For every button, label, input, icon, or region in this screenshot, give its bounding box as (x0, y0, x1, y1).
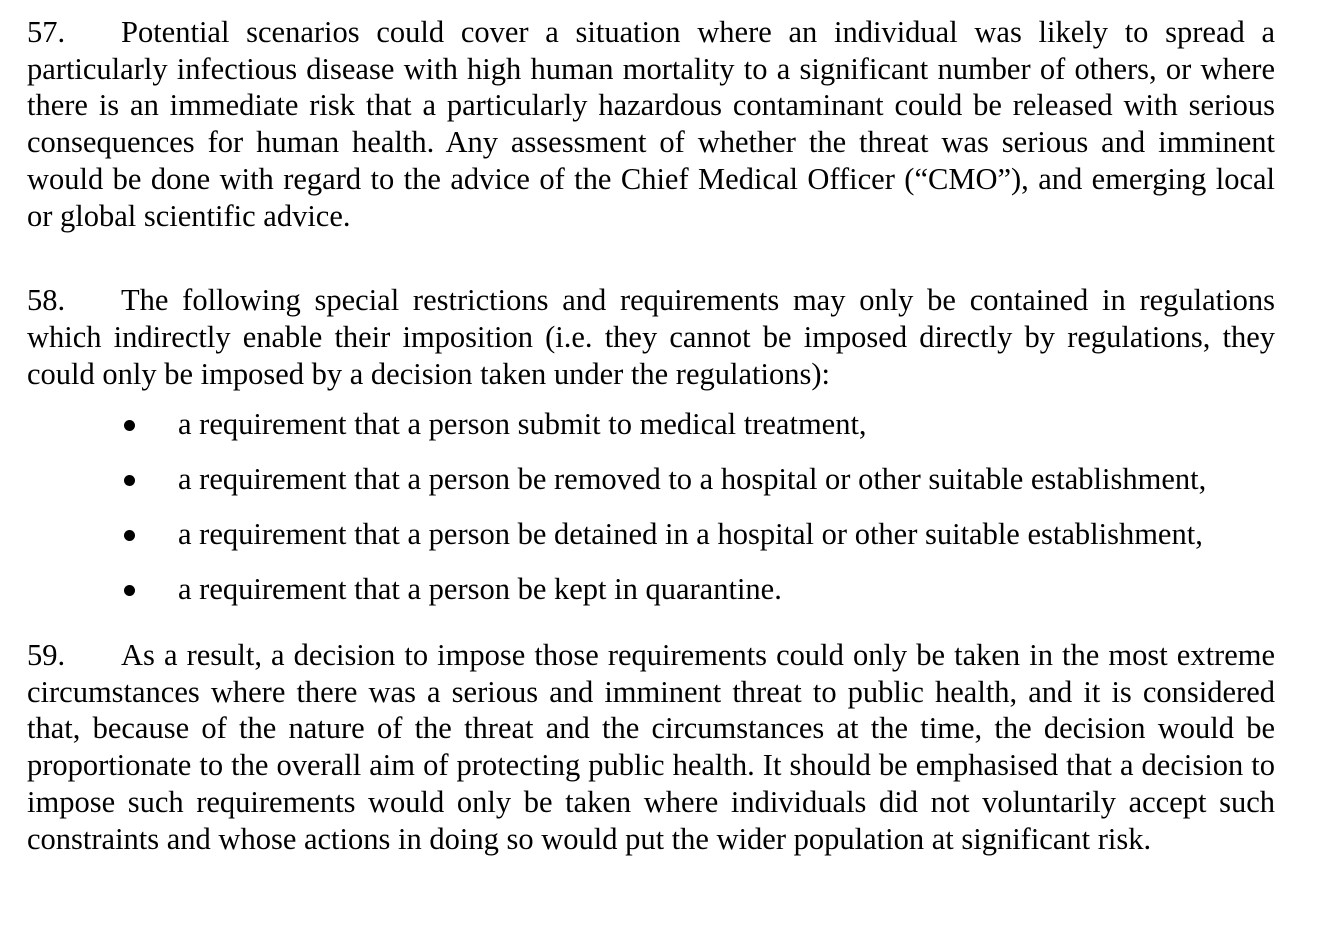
paragraph-59 (27, 637, 1275, 857)
bullet-icon (124, 475, 135, 486)
list-item (27, 406, 1275, 443)
list-item-text: a requirement that a person be kept in quarantine. (178, 572, 782, 607)
document-page (27, 14, 1275, 857)
bullet-icon (124, 530, 135, 541)
list-item (27, 516, 1275, 553)
list-item-text: a requirement that a person be removed to a hospital or other suitable establishment, (178, 462, 1207, 497)
paragraph-number: 58. (27, 283, 66, 318)
bullet-icon (124, 585, 135, 596)
paragraph-57 (27, 14, 1275, 234)
list-item (27, 571, 1275, 608)
paragraph-58 (27, 282, 1275, 392)
paragraph-text: Potential scenarios could cover a situation where an individual was likely to spread a particularly infectious disease with high human mortality to a significant number of others, or where there is an immediate risk that a particularly hazardous contaminant could be released with serious consequences for human health. Any assessment of whether the threat was serious and imminent would be done with regard to the advice of the Chief Medical Officer (“CMO”), and emerging local or global scientific advice. (27, 15, 1275, 233)
paragraph-text: The following special restrictions and requirements may only be contained in regulations which indirectly enable their imposition (i.e. they cannot be imposed directly by regulations, they could only be imposed by a decision taken under the regulations): (27, 283, 1275, 391)
paragraph-number: 59. (27, 638, 66, 673)
list-item-text: a requirement that a person submit to medical treatment, (178, 407, 867, 442)
bullet-list (27, 406, 1275, 608)
list-item-text: a requirement that a person be detained in a hospital or other suitable establishment, (178, 517, 1203, 552)
bullet-icon (124, 420, 135, 431)
paragraph-number: 57. (27, 15, 66, 49)
paragraph-text: As a result, a decision to impose those requirements could only be taken in the most extreme circumstances where there was a serious and imminent threat to public health, and it is considered that, because of the nature of the threat and the circumstances at the time, the decision would be proportionate to the overall aim of protecting public health. It should be emphasised that a decision to impose such requirements would only be taken where individuals did not voluntarily accept such constraints and whose actions in doing so would put the wider population at significant risk. (27, 638, 1275, 856)
list-item (27, 461, 1275, 498)
